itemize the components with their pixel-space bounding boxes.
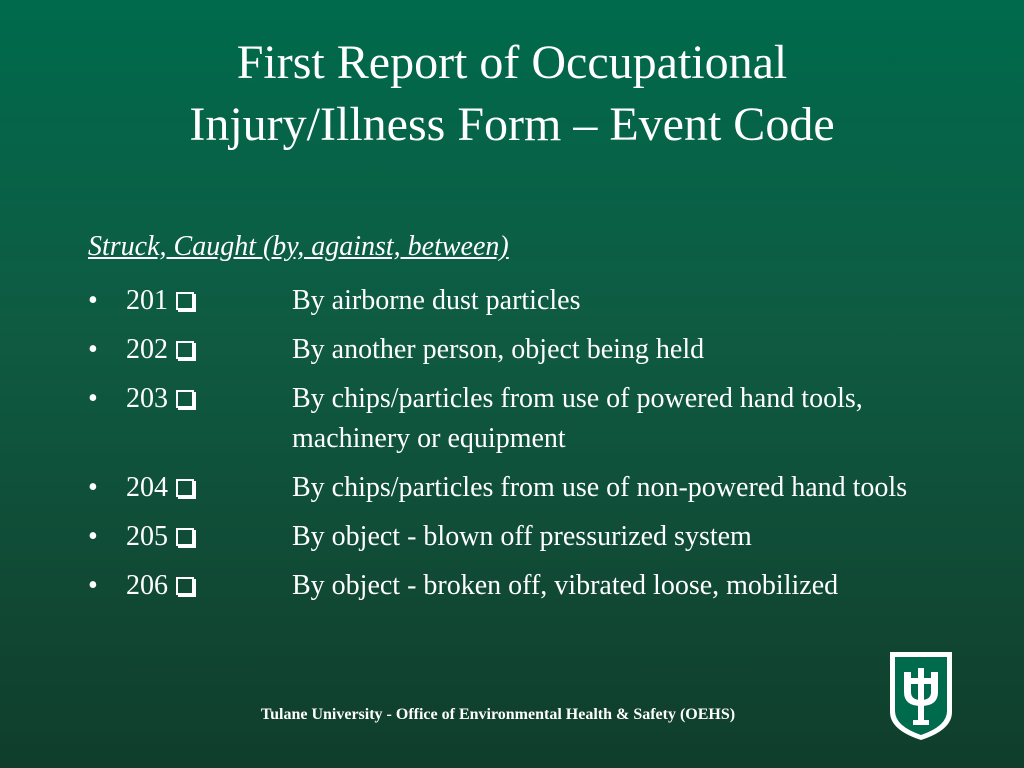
- bullet: •: [88, 334, 98, 365]
- item-description: By chips/particles from use of non-powered hand tools: [292, 472, 908, 503]
- slide-title: [0, 32, 1024, 156]
- item-description: By chips/particles from use of powered hand tools, machinery or equipment: [292, 383, 863, 454]
- section-heading: Struck, Caught (by, against, between): [88, 231, 509, 262]
- item-description: By another person, object being held: [292, 334, 705, 365]
- bullet: •: [88, 521, 98, 552]
- event-code: 205: [126, 521, 168, 552]
- checkbox-icon: [176, 479, 194, 497]
- event-code-label: [126, 330, 194, 370]
- checkbox-icon: [176, 528, 194, 546]
- event-code-label: [126, 468, 194, 508]
- checkbox-icon: [176, 390, 194, 408]
- bullet: •: [88, 285, 98, 316]
- event-code: 204: [126, 472, 168, 503]
- item-description: By object - broken off, vibrated loose, mobilized: [292, 570, 839, 601]
- event-code: 201: [126, 285, 168, 316]
- bullet: •: [88, 383, 98, 414]
- event-code-label: [126, 517, 194, 557]
- list-item: [88, 330, 938, 370]
- event-code-list: [88, 281, 938, 615]
- list-item: [88, 281, 938, 321]
- event-code-label: [126, 379, 194, 419]
- list-item: [88, 379, 938, 459]
- event-code-label: [126, 281, 194, 321]
- list-item: [88, 517, 938, 557]
- title-line-2: Injury/Illness Form – Event Code: [189, 98, 835, 151]
- list-item: [88, 566, 938, 606]
- checkbox-icon: [176, 577, 194, 595]
- checkbox-icon: [176, 341, 194, 359]
- event-code: 202: [126, 334, 168, 365]
- tulane-shield-logo-icon: [888, 650, 954, 742]
- bullet: •: [88, 570, 98, 601]
- item-description: By object - blown off pressurized system: [292, 521, 752, 552]
- footer-text: Tulane University - Office of Environmental Health & Safety (OEHS): [260, 706, 736, 723]
- item-description: By airborne dust particles: [292, 285, 581, 316]
- bullet: •: [88, 472, 98, 503]
- event-code: 206: [126, 570, 168, 601]
- title-line-1: First Report of Occupational: [236, 36, 788, 89]
- event-code-label: [126, 566, 194, 606]
- event-code: 203: [126, 383, 168, 414]
- checkbox-icon: [176, 292, 194, 310]
- list-item: [88, 468, 938, 508]
